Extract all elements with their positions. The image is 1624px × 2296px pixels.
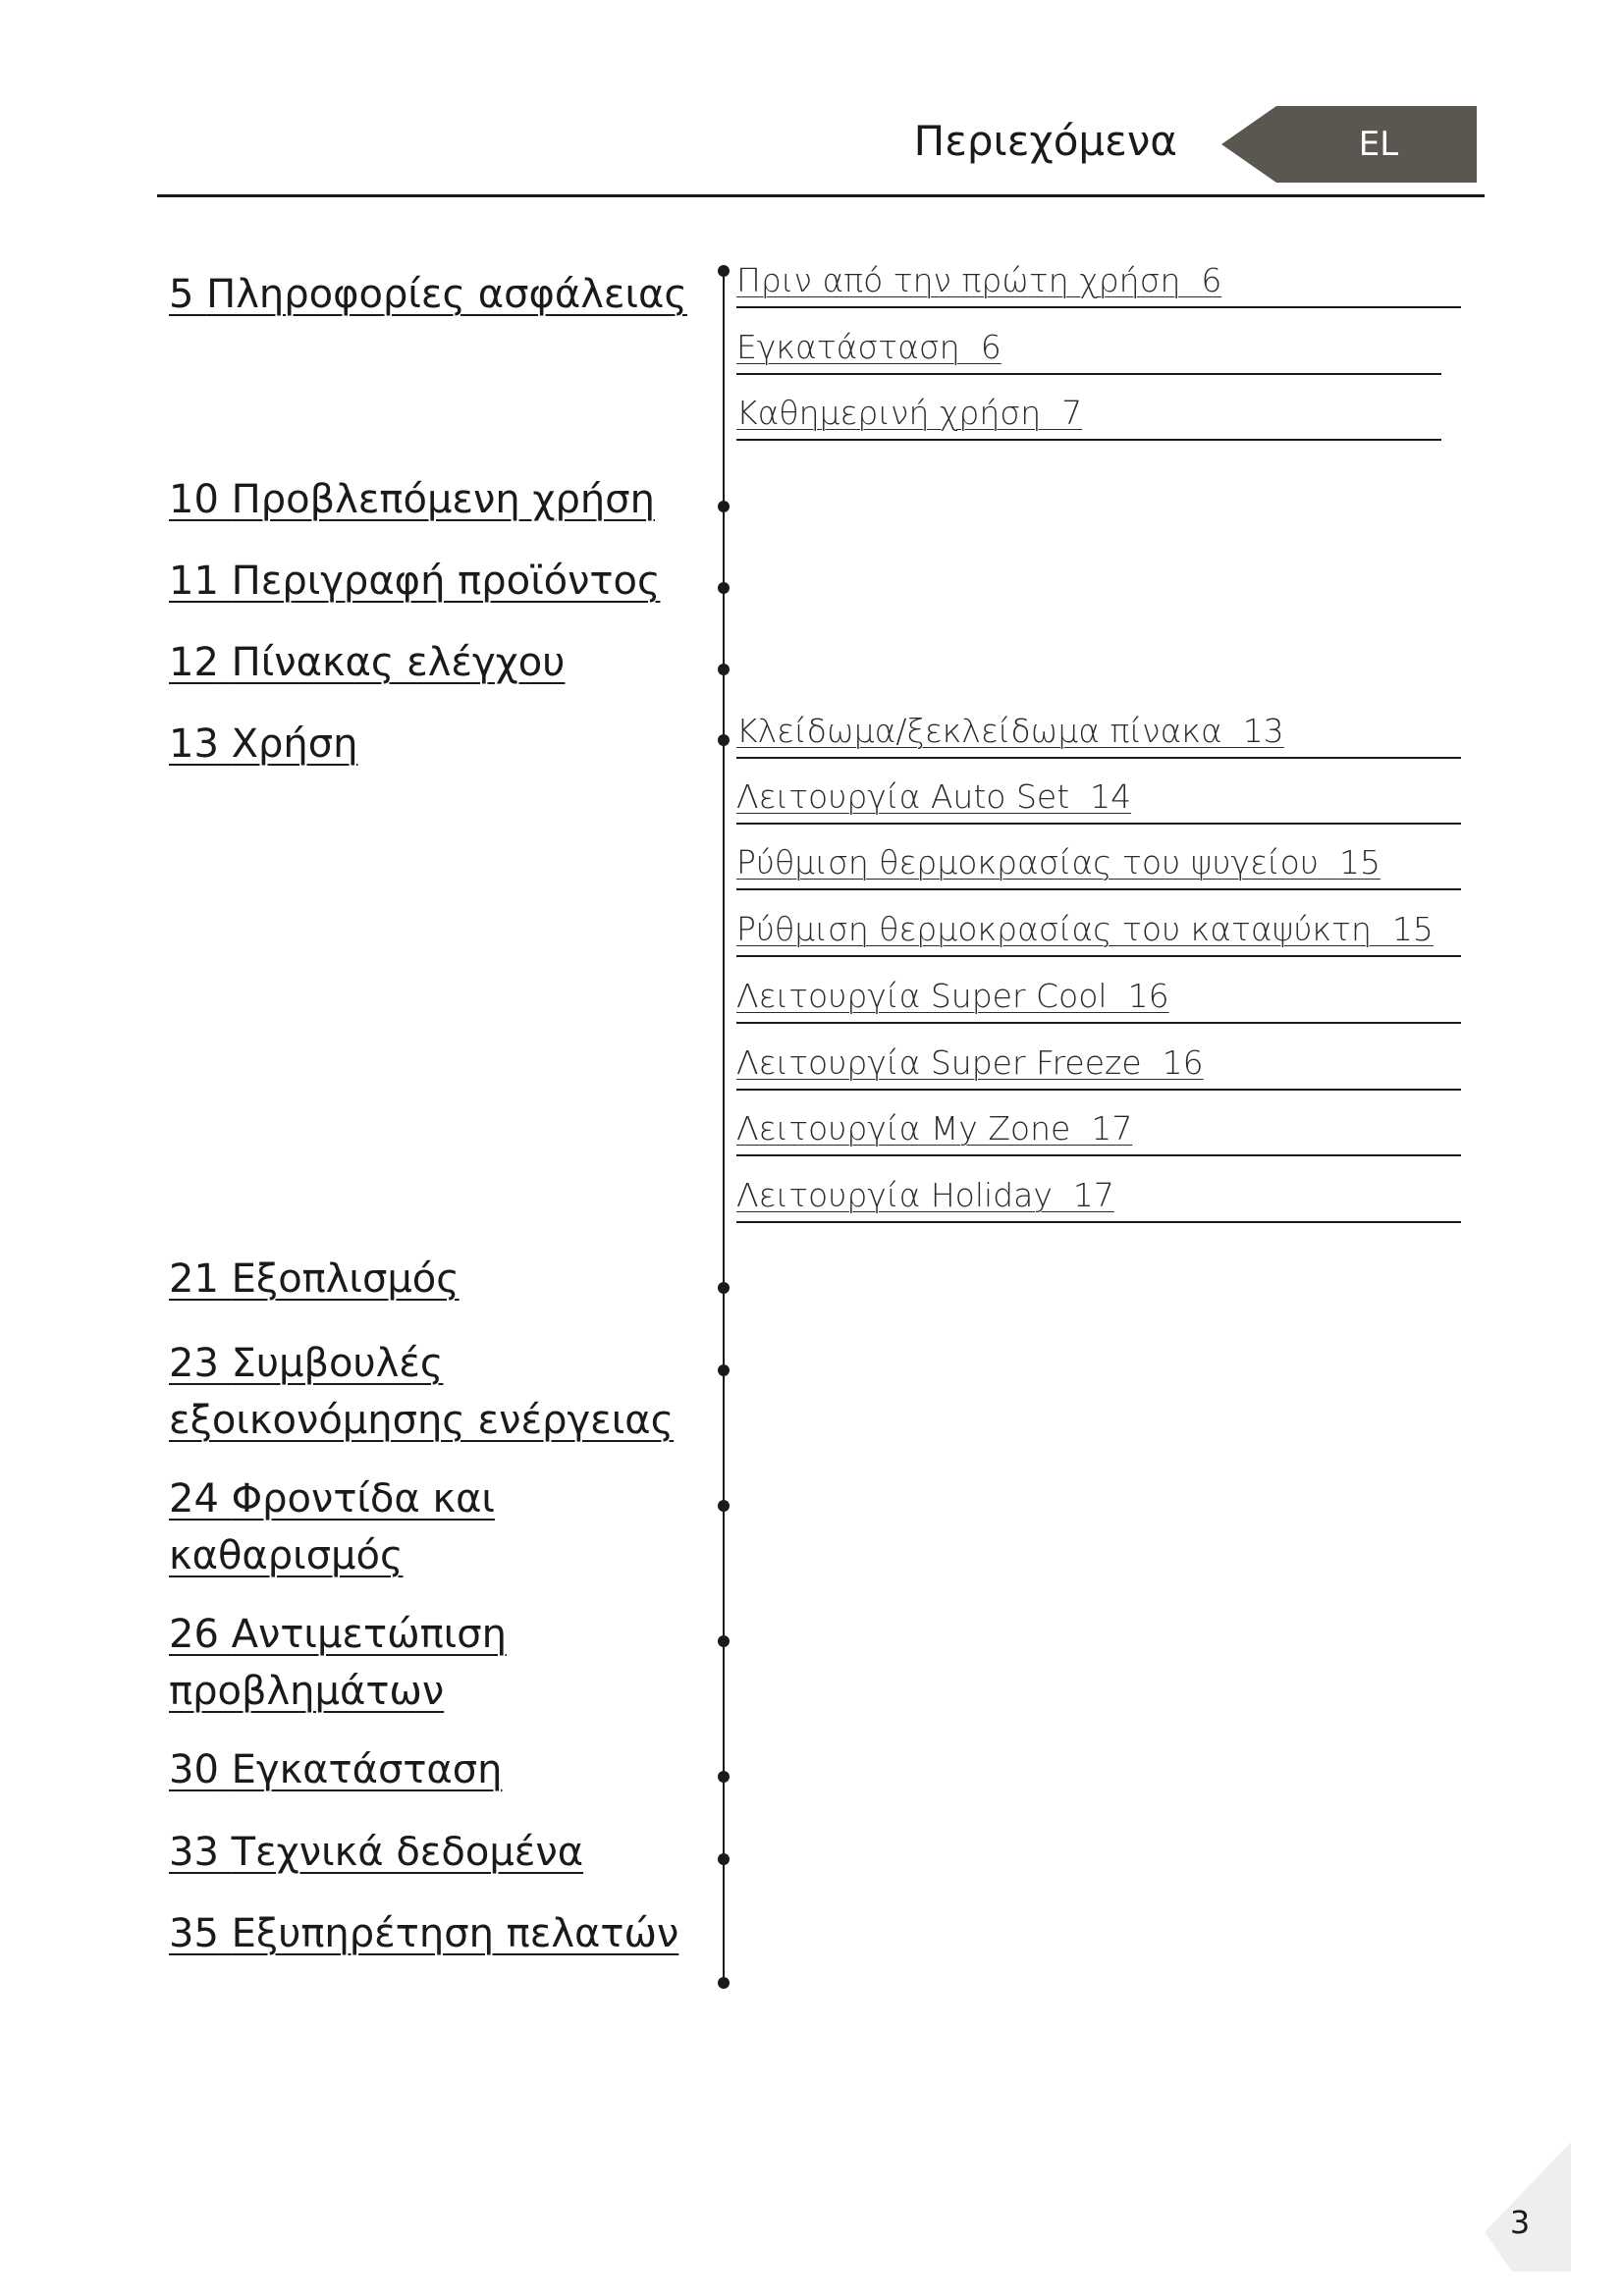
toc-subsection[interactable] bbox=[736, 841, 1461, 890]
toc-subsection[interactable] bbox=[736, 392, 1441, 441]
chapter-page: 23 bbox=[169, 1341, 219, 1386]
toc-chapter-troubleshooting[interactable] bbox=[169, 1606, 591, 1720]
timeline-dot bbox=[718, 734, 730, 746]
subsection-page: 17 bbox=[1072, 1176, 1114, 1214]
toc-subsection[interactable] bbox=[736, 908, 1461, 957]
toc-subsection[interactable] bbox=[736, 775, 1461, 825]
timeline-line bbox=[723, 271, 725, 1987]
subsection-title: Ρύθμιση θερμοκρασίας του καταψύκτη bbox=[736, 910, 1372, 948]
timeline-dot bbox=[718, 582, 730, 594]
timeline-dot bbox=[718, 1853, 730, 1865]
subsection-page: 15 bbox=[1391, 910, 1434, 948]
language-tab bbox=[1221, 106, 1477, 183]
toc-chapter-use[interactable] bbox=[169, 716, 719, 773]
chapter-title: Φροντίδα και καθαρισμός bbox=[169, 1476, 495, 1578]
subsection-page: 13 bbox=[1242, 712, 1284, 750]
chapter-page: 11 bbox=[169, 559, 219, 604]
chapter-page: 12 bbox=[169, 640, 219, 685]
chapter-title: Εγκατάσταση bbox=[231, 1747, 503, 1792]
chapter-page: 10 bbox=[169, 477, 219, 522]
toc-chapter-intended-use[interactable] bbox=[169, 471, 719, 528]
subsection-title: Κλείδωμα/ξεκλείδωμα πίνακα bbox=[736, 712, 1222, 750]
toc-chapter-technical-data[interactable] bbox=[169, 1824, 719, 1881]
language-label: EL bbox=[1358, 125, 1399, 164]
toc-chapter-product-description[interactable] bbox=[169, 553, 719, 610]
toc-subsection[interactable] bbox=[736, 1107, 1461, 1156]
toc-subsection[interactable] bbox=[736, 975, 1461, 1024]
chapter-page: 5 bbox=[169, 272, 194, 317]
chapter-title: Αντιμετώπιση προβλημάτων bbox=[169, 1612, 507, 1714]
chapter-title: Τεχνικά δεδομένα bbox=[231, 1830, 584, 1875]
page-title: Περιεχόμενα bbox=[913, 117, 1177, 165]
page-number: 3 bbox=[1509, 2204, 1531, 2241]
chapter-title: Εξυπηρέτηση πελατών bbox=[231, 1911, 679, 1956]
subsection-title: Εγκατάσταση bbox=[736, 328, 960, 366]
chapter-title: Πίνακας ελέγχου bbox=[231, 640, 566, 685]
timeline-dot bbox=[718, 1364, 730, 1376]
subsection-page: 17 bbox=[1091, 1109, 1133, 1148]
subsection-title: Λειτουργία My Zone bbox=[736, 1109, 1071, 1148]
chapter-title: Συμβουλές εξοικονόμησης ενέργειας bbox=[169, 1341, 675, 1443]
subsection-title: Πριν από την πρώτη χρήση bbox=[736, 261, 1181, 299]
header-divider bbox=[157, 194, 1485, 197]
toc-subsection[interactable] bbox=[736, 710, 1461, 759]
subsection-title: Λειτουργία Super Freeze bbox=[736, 1043, 1142, 1082]
chapter-title: Περιγραφή προϊόντος bbox=[231, 559, 661, 604]
subsection-page: 7 bbox=[1061, 394, 1083, 432]
timeline-dot bbox=[718, 265, 730, 277]
timeline-dot bbox=[718, 1771, 730, 1783]
subsection-title: Λειτουργία Super Cool bbox=[736, 977, 1108, 1015]
chapter-title: Προβλεπόμενη χρήση bbox=[231, 477, 655, 522]
chapter-page: 24 bbox=[169, 1476, 219, 1522]
timeline-dot bbox=[718, 1500, 730, 1512]
chapter-page: 35 bbox=[169, 1911, 219, 1956]
chapter-page: 26 bbox=[169, 1612, 219, 1657]
subsection-page: 6 bbox=[980, 328, 1001, 366]
toc-subsection[interactable] bbox=[736, 326, 1441, 375]
timeline-dot bbox=[718, 501, 730, 512]
chapter-page: 30 bbox=[169, 1747, 219, 1792]
timeline-dot bbox=[718, 1977, 730, 1989]
toc-chapter-customer-service[interactable] bbox=[169, 1905, 719, 1962]
toc-chapter-control-panel[interactable] bbox=[169, 634, 719, 691]
chapter-page: 33 bbox=[169, 1830, 219, 1875]
chapter-page: 13 bbox=[169, 721, 219, 767]
chapter-title: Εξοπλισμός bbox=[231, 1256, 460, 1302]
chapter-page: 21 bbox=[169, 1256, 219, 1302]
subsection-title: Καθημερινή χρήση bbox=[736, 394, 1042, 432]
toc-chapter-care-cleaning[interactable] bbox=[169, 1470, 562, 1584]
toc-chapter-equipment[interactable] bbox=[169, 1251, 719, 1308]
toc-subsection[interactable] bbox=[736, 1174, 1461, 1223]
subsection-page: 16 bbox=[1162, 1043, 1204, 1082]
toc-subsection[interactable] bbox=[736, 259, 1461, 308]
subsection-page: 15 bbox=[1338, 843, 1380, 881]
toc-subsection[interactable] bbox=[736, 1041, 1461, 1091]
timeline-dot bbox=[718, 1282, 730, 1294]
timeline-dot bbox=[718, 1635, 730, 1647]
chapter-title: Χρήση bbox=[231, 721, 358, 767]
chapter-title: Πληροφορίες ασφάλειας bbox=[206, 272, 687, 317]
subsection-title: Λειτουργία Holiday bbox=[736, 1176, 1053, 1214]
subsection-title: Λειτουργία Auto Set bbox=[736, 777, 1070, 816]
subsection-page: 16 bbox=[1127, 977, 1169, 1015]
subsection-title: Ρύθμιση θερμοκρασίας του ψυγείου bbox=[736, 843, 1319, 881]
subsection-page: 14 bbox=[1090, 777, 1132, 816]
subsection-page: 6 bbox=[1201, 261, 1222, 299]
toc-chapter-safety[interactable] bbox=[169, 266, 719, 323]
timeline-dot bbox=[718, 664, 730, 675]
toc-chapter-energy-saving[interactable] bbox=[169, 1335, 699, 1449]
toc-chapter-installation[interactable] bbox=[169, 1741, 719, 1798]
